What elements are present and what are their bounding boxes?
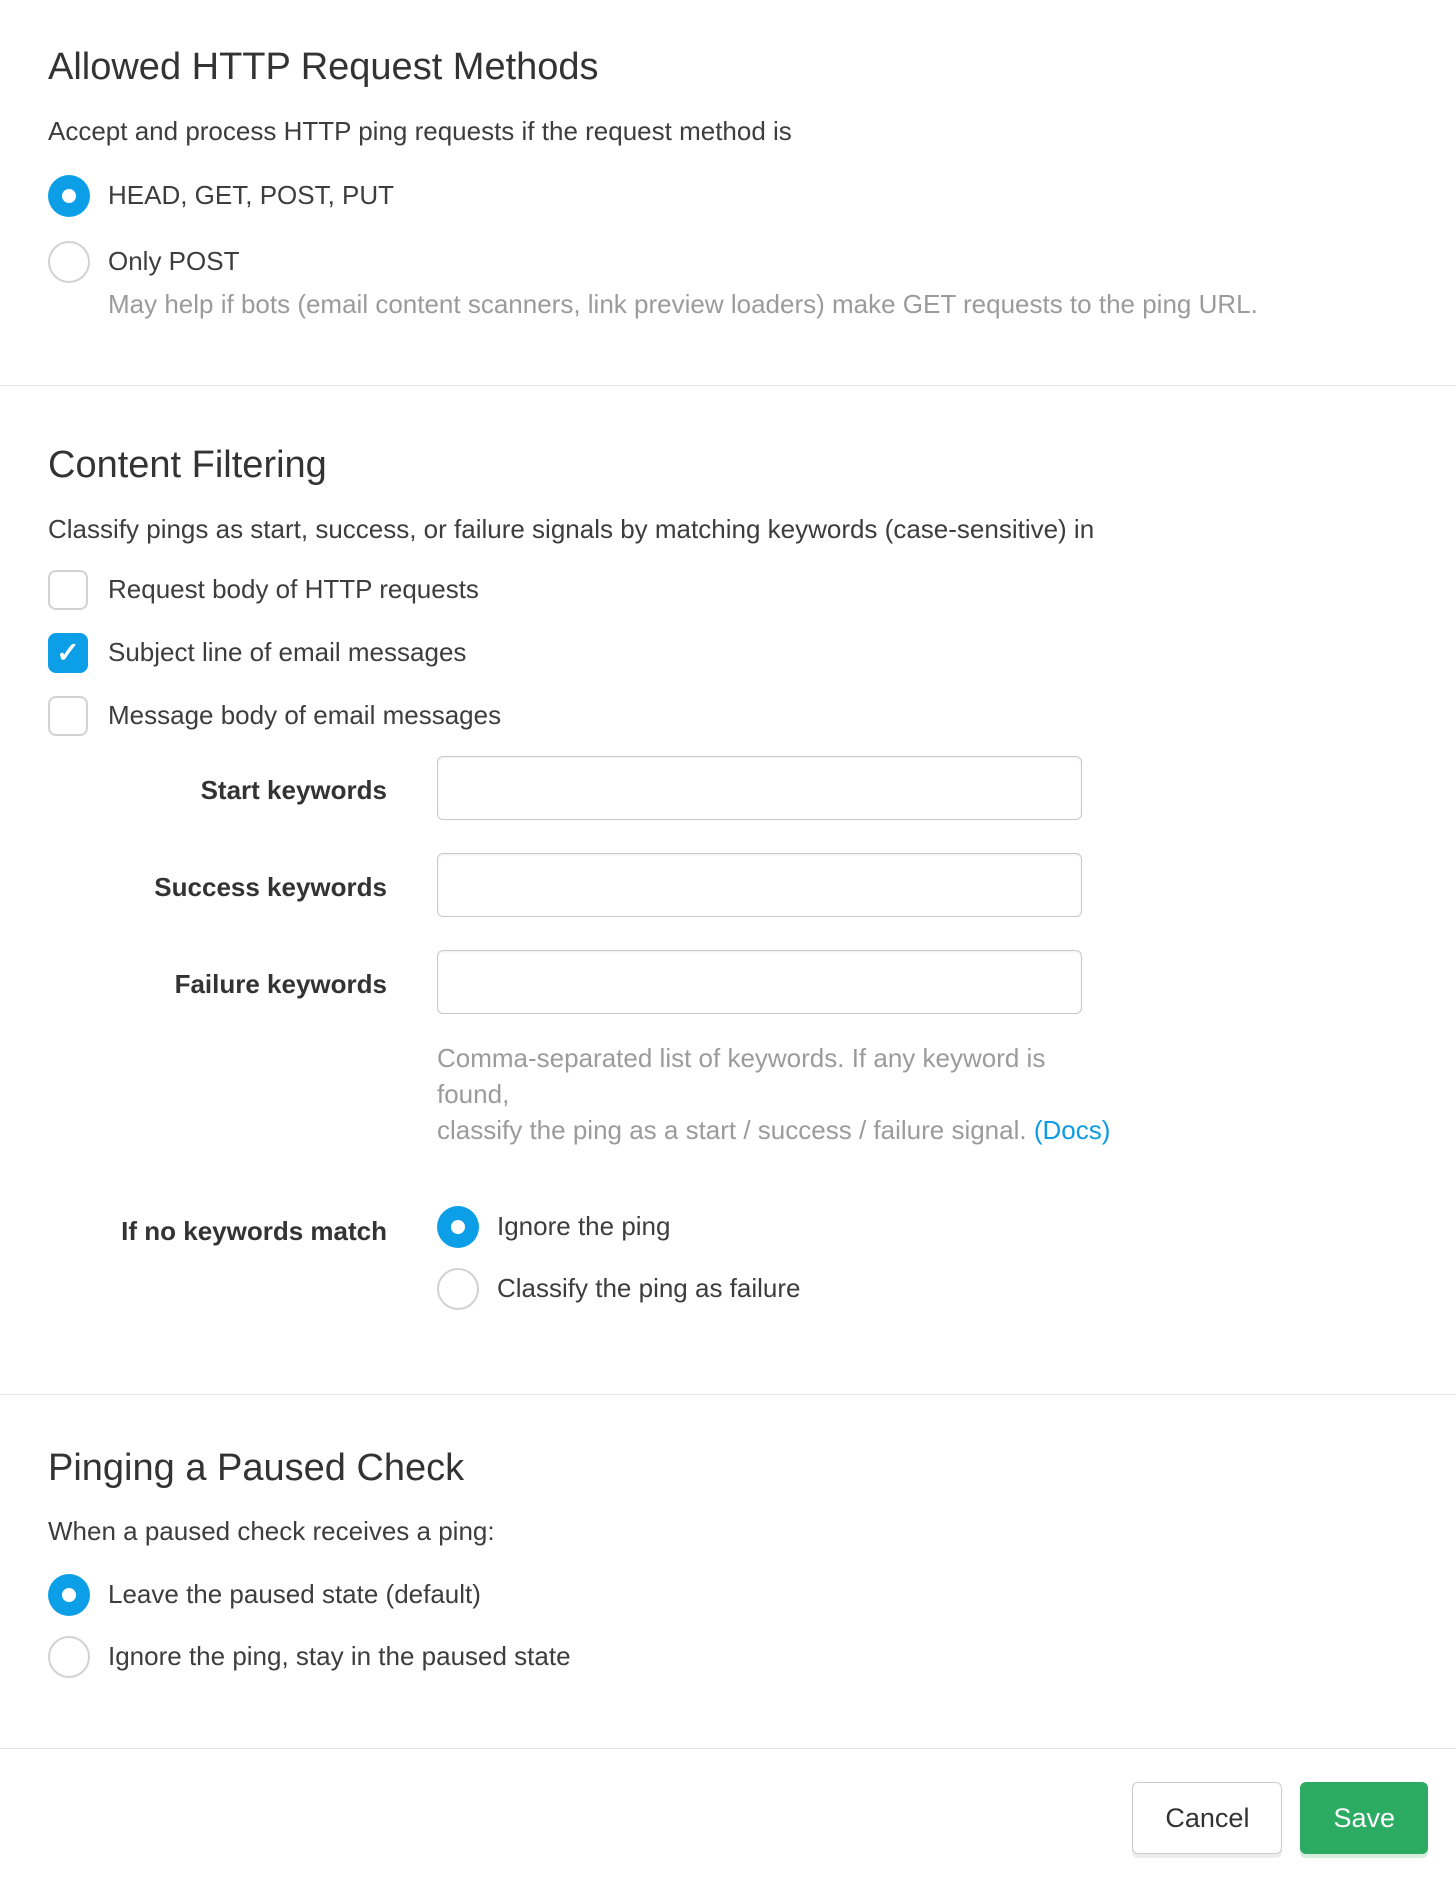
radio-option-classify-failure[interactable] [437, 1268, 800, 1310]
radio-option-stay-paused[interactable] [48, 1636, 1408, 1678]
radio-label: Ignore the ping [497, 1210, 671, 1241]
keywords-help-line1: Comma-separated list of keywords. If any keyword is found, [437, 1042, 1046, 1109]
section-description: Classify pings as start, success, or failure signals by matching keywords (case-sensitive) in [48, 513, 1095, 544]
no-keywords-match-radio-group [437, 1206, 800, 1310]
success-keywords-label: Success keywords [154, 871, 387, 902]
form-row-no-keywords-match [48, 1206, 1408, 1394]
section-title-allowed-http-methods: Allowed HTTP Request Methods [48, 46, 599, 88]
radio-unselected-icon[interactable] [48, 1636, 90, 1678]
radio-label: Ignore the ping, stay in the paused state [108, 1641, 571, 1672]
radio-unselected-icon[interactable] [437, 1268, 479, 1310]
form-row-failure-keywords [48, 950, 1408, 1014]
form-row-success-keywords [48, 853, 1408, 917]
radio-option-head-get-post-put[interactable] [48, 175, 1408, 217]
radio-option-leave-paused-state[interactable] [48, 1574, 1408, 1616]
keywords-help-line2: classify the ping as a start / success / failure signal. [437, 1114, 1027, 1145]
cancel-button[interactable]: Cancel [1132, 1782, 1282, 1854]
checkbox-unchecked-icon[interactable] [48, 570, 88, 610]
start-keywords-input[interactable] [437, 756, 1082, 820]
radio-label: HEAD, GET, POST, PUT [108, 180, 395, 211]
checkbox-message-body[interactable] [48, 696, 1408, 736]
section-content-filtering [0, 386, 1456, 1393]
failure-keywords-label: Failure keywords [174, 968, 387, 999]
keywords-help-text [437, 1040, 1117, 1148]
section-pinging-paused-check [0, 1395, 1456, 1748]
docs-link[interactable]: (Docs) [1033, 1114, 1111, 1145]
section-description: When a paused check receives a ping: [48, 1516, 495, 1547]
section-description: Accept and process HTTP ping requests if the request method is [48, 115, 792, 146]
no-keywords-match-label: If no keywords match [121, 1215, 387, 1246]
radio-label: Leave the paused state (default) [108, 1579, 481, 1610]
radio-selected-icon[interactable] [437, 1206, 479, 1248]
checkbox-checked-icon[interactable] [48, 633, 88, 673]
checkbox-label: Subject line of email messages [108, 636, 467, 667]
form-footer [0, 1748, 1456, 1878]
keywords-form [48, 756, 1408, 1394]
radio-option-ignore-ping[interactable] [437, 1206, 800, 1248]
radio-label: Only POST [108, 246, 240, 277]
checkbox-request-body[interactable] [48, 570, 1408, 610]
checkbox-label: Message body of email messages [108, 699, 502, 730]
radio-option-only-post[interactable] [48, 241, 1408, 283]
section-title-pinging-paused-check: Pinging a Paused Check [48, 1446, 465, 1489]
failure-keywords-input[interactable] [437, 950, 1082, 1014]
start-keywords-label: Start keywords [200, 774, 387, 805]
form-row-start-keywords [48, 756, 1408, 820]
section-allowed-http-methods [0, 0, 1456, 385]
checkbox-unchecked-icon[interactable] [48, 696, 88, 736]
check-icon: ✓ [56, 636, 80, 668]
success-keywords-input[interactable] [437, 853, 1082, 917]
only-post-help-text: May help if bots (email content scanners, link preview loaders) make GET requests to the ping URL. [108, 289, 1258, 320]
radio-selected-icon[interactable] [48, 175, 90, 217]
radio-selected-icon[interactable] [48, 1574, 90, 1616]
section-title-content-filtering: Content Filtering [48, 444, 327, 487]
radio-label: Classify the ping as failure [497, 1272, 801, 1303]
checkbox-subject-line[interactable] [48, 633, 1408, 673]
save-button[interactable]: Save [1300, 1782, 1428, 1854]
checkbox-label: Request body of HTTP requests [108, 573, 479, 604]
radio-unselected-icon[interactable] [48, 241, 90, 283]
